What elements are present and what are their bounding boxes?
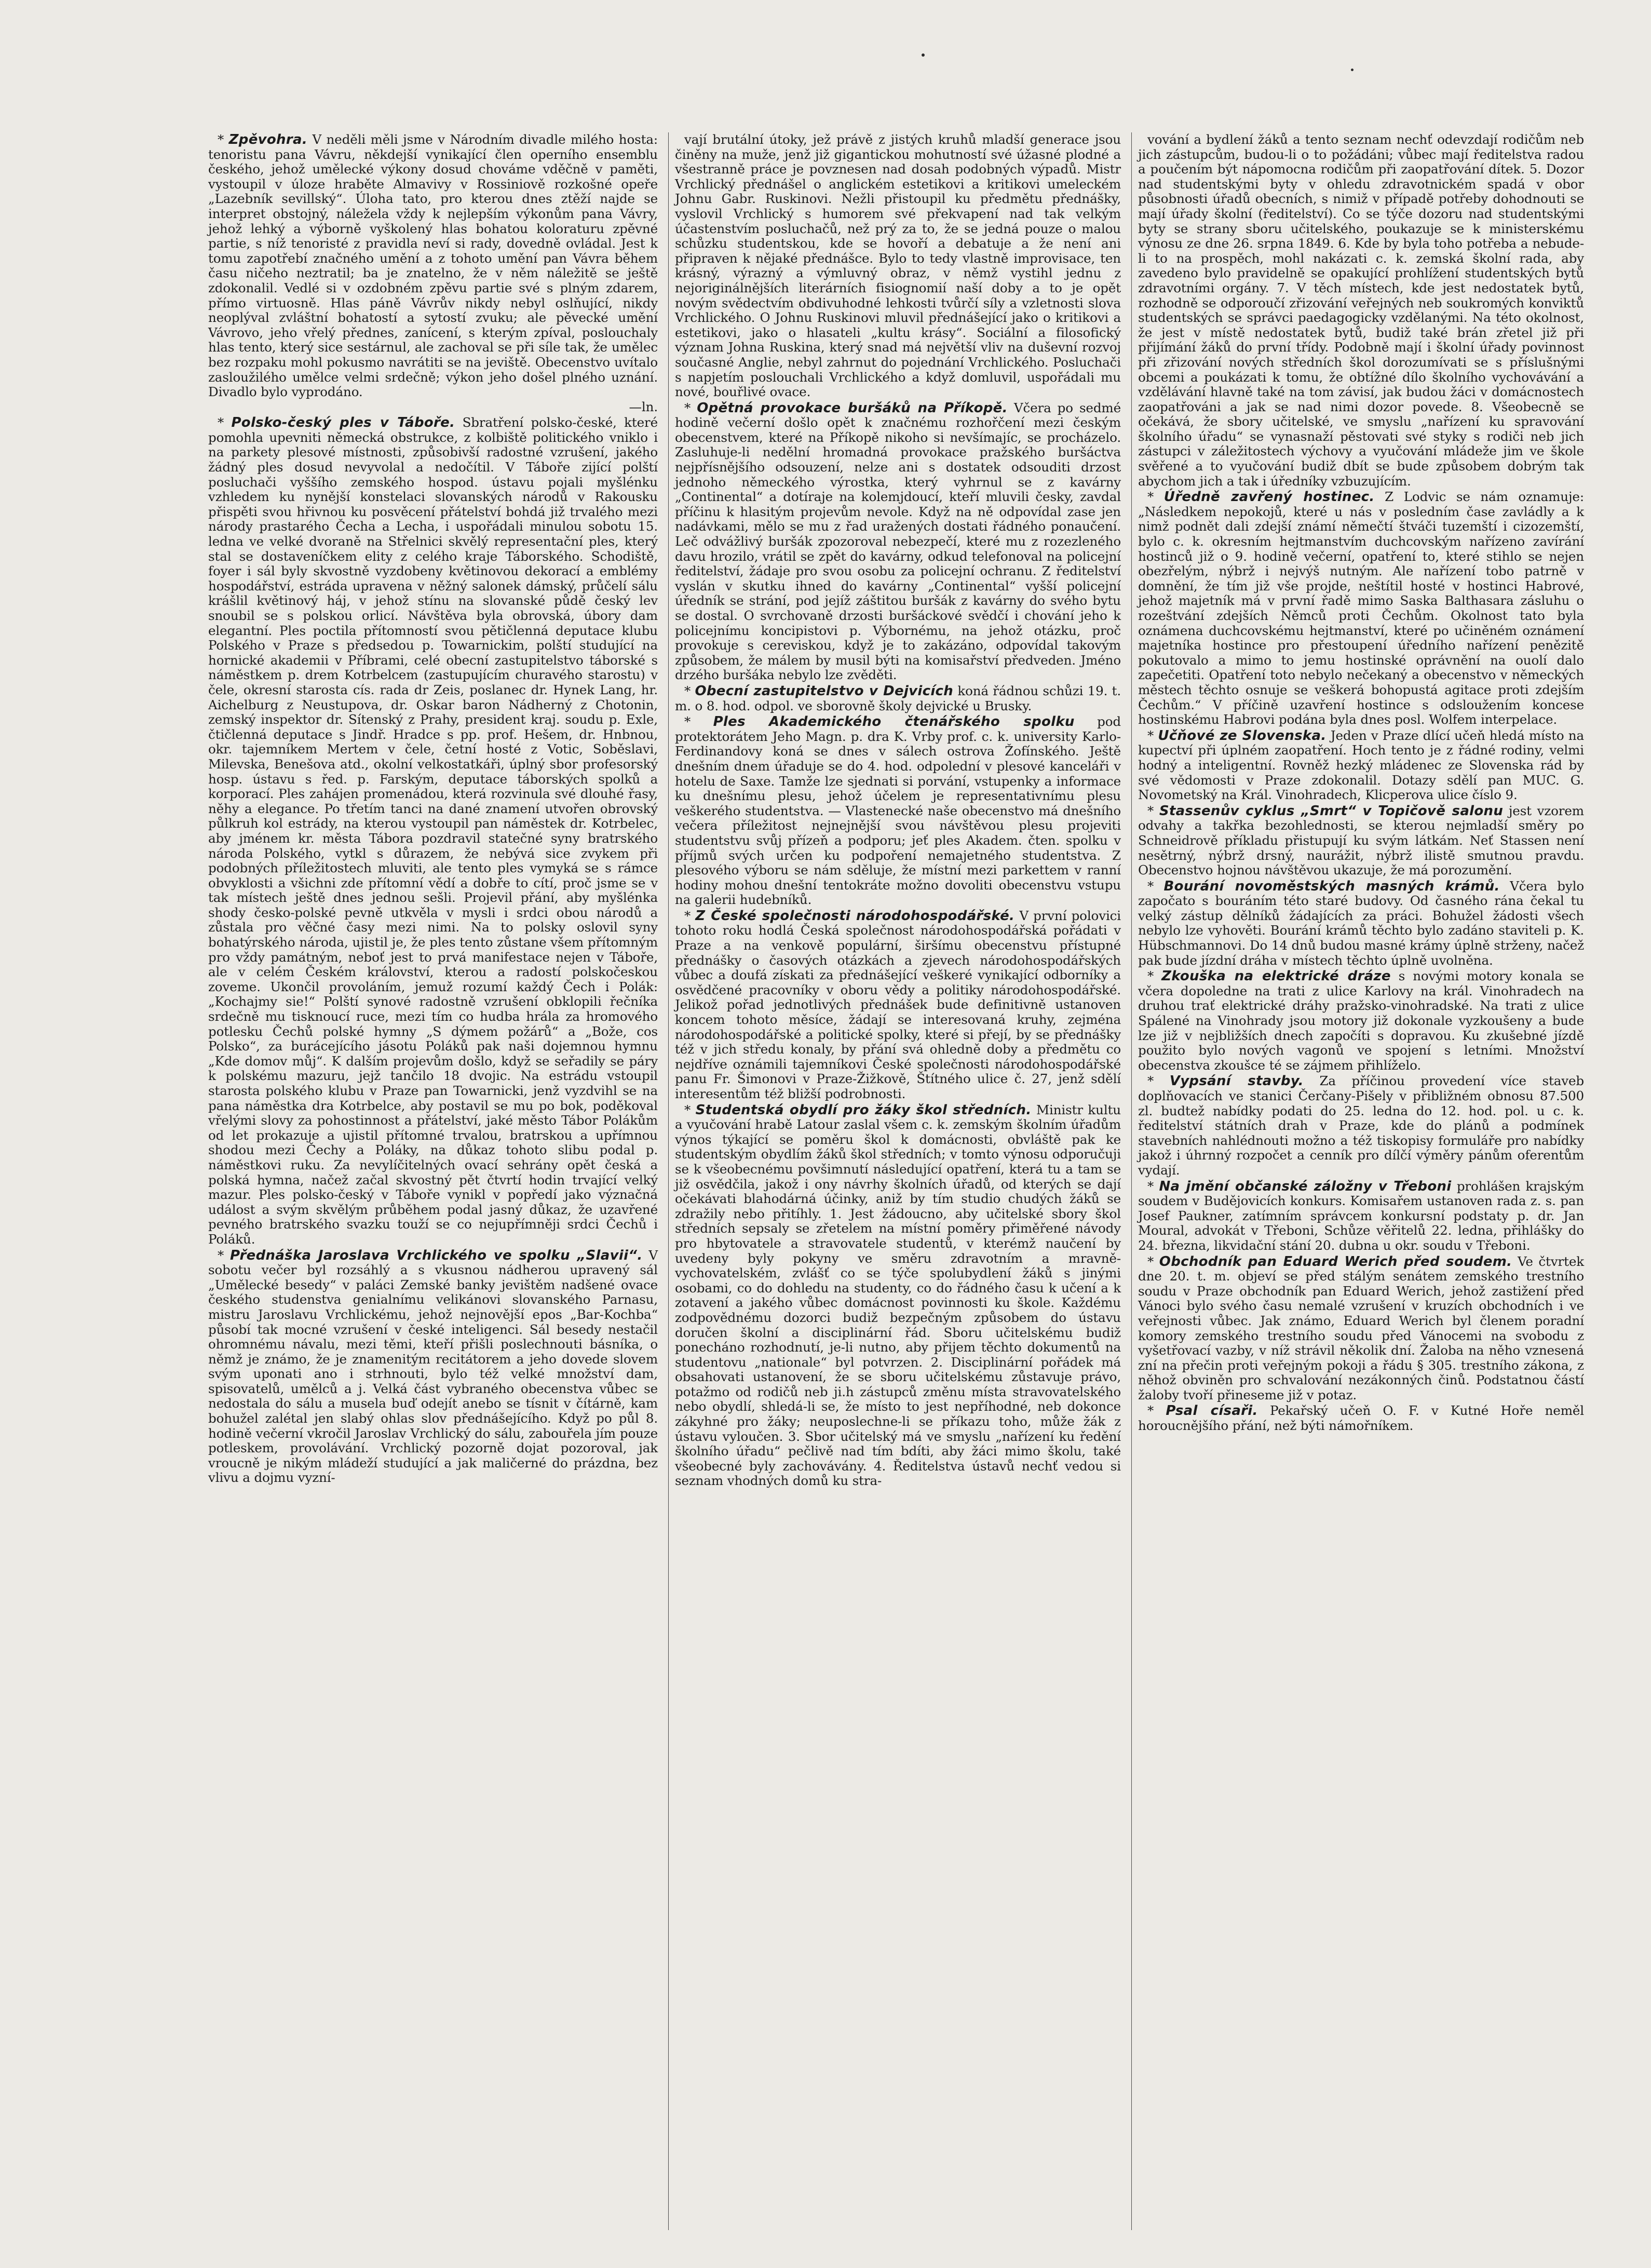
news-headline: Vypsání stavby. [1169,1073,1304,1089]
news-paragraph: * Úředně zavřený hostinec. Z Lodvic se nám oznamuje: „Následkem nepokojů, které u nás v posledním čase zavládly a k nimž podnět dali zdejší známí němečtí štváči tuzemští i cizozemští, bylo c. k. okresním hejtmanstvím duchcovským nařízeno zavírání hostinců již o 9. hodině večerní, opatření to, které stihlo se nejen obezřelým, nýbrž i nejvýš nutným. Ale nařízení tobo patrně v domnění, že tím již vše projde, neštítil hosté v hostinci Habrové, jehož majetník má v první řadě mimo Saska Balthasara zásluhu o rozeštvání zdejších Němců proti Čechům. Okolnost tato byla oznámena duchcovskému hejtmanství, které po učiněném oznámení majetníka hostince pro přestoupení úředního nařízení penězitě pokutovalo a mimo to jemu hostinské oprávnění na ouolí dalo zapečetiti. Opatření toto nebylo nečekaný a obecenstvo v německých městech těchto osnuje se veškerá bohopustá agitace proti zdejším Čechům.“ V příčině uzavření hostince s odsloužením koncese hostinskému Habrovi podána byla dnes posl. Wolfem interpelace. [1138,489,1584,727]
news-headline: Stassenův cyklus „Smrt“ v Topičově salonu [1159,803,1504,819]
news-headline: Zpěvohra. [228,132,308,147]
news-headline: Přednáška Jaroslava Vrchlického ve spolku „Slavii“. [230,1247,643,1263]
news-body-text: Včera bylo započato s bouráním této staré budovy. Od časného rána čekal tu velký zástup dělníků žádajících za práci. Bohužel žádosti všech nebylo lze vyhověti. Bourání krámů těchto bylo zadáno staviteli p. K. Hübschmannovi. Do 14 dnů budou masné krámy úplně strženy, načež pak bude jízdní dráha v místech těchto úplně uvolněna. [1138,878,1585,968]
news-paragraph: * Učňové ze Slovenska. Jeden v Praze dlící učeň hledá místo na kupectví při úplném zaopatření. Hoch tento je z řádné rodiny, velmi hodný a inteligentní. Rovněž hezký mládenec ze Slovenska rád by své vědomosti v Praze zdokonalil. Dotazy sdělí pan MUC. G. Novometský na Král. Vinohradech, Klicperova ulice číslo 9. [1138,727,1584,803]
news-paragraph: * Obecní zastupitelstvo v Dejvicích koná řádnou schůzi 19. t. m. o 8. hod. odpol. ve sborovně školy dejvické u Brusky. [675,683,1121,713]
news-body-text: V první polovici tohoto roku hodlá Česká společnost národohospodářská pořádati v Praze a na venkově populární, širšímu obecenstvu přístupné přednášky o časových otázkách a zjevech národohospodářských vůbec a doufá získati za přednášející veškeré vynikající odborníky a osvědčené pracovníky v oboru vědy a politiky národohospodářské. Jelikož pořad jednotlivých přednášek bude definitivně ustanoven koncem tohoto měsíce, žádají se interesovaná kruhy, zejména národohospodářské a politické spolky, které si přejí, by se přednášky též v jich středu konaly, by přání svá ohledně doby a předmětu co nejdříve oznámili tajemníkovi České společnosti národohospodářské panu Fr. Šimonovi v Praze-Žižkově, Štítného ulice č. 27, jenž sdělí interesentům též bližší podrobnosti. [675,908,1121,1101]
news-item [1138,1254,1584,1403]
news-headline: Na jmění občanské záložny v Třeboni [1159,1178,1452,1194]
news-paragraph: * Obchodník pan Eduard Werich před soudem. Ve čtvrtek dne 20. t. m. objeví se před stálým senátem zemského trestního soudu v Praze obchodník pan Eduard Werich, jehož zastižení před Vánoci bylo svého času nemalé vzrušení v kruzích obchodních i ve veřejnosti vůbec. Jak známo, Eduard Werich byl členem poradní komory zemského trestního soudu před Vánocemi na svobodu z vyšetřovací vazby, v níž strávil několik dní. Žaloba na něho vznesená zní na přečin proti veřejným pokoji a řádu § 305. trestního zákona, z něhož obviněn pro schvalování nezákonných činů. Podstatnou částí žaloby tvoří přineseme již v potaz. [1138,1253,1584,1402]
news-headline: Z České společnosti národohospodářské. [695,908,1015,924]
news-body-text: vají brutální útoky, jež právě z jistých kruhů mladší generace jsou činěny na muže, jenž již gigantickou mohutností své úžasné plodné a všestranně práce je povznesen nad dosah podobných výpadů. Mistr Vrchlický přednášel o anglickém estetikovi a kritikovi umeleckém Johnu Gabr. Ruskinovi. Nežli přistoupil ku předmětu přednášky, vyslovil Vrchlický s humorem své překvapení nad tak velkým účastenstvím posluchačů, než prý za to, že se jedná pouze o malou schůzku studentskou, kde se hovoří a debatuje a že není ani připraven k nějaké přednášce. Bylo to tedy vlastně improvisace, ten krásný, výrazný a výmluvný obraz, v němž vystihl jednu z nejoriginálnějších literárních fisiognomií naší doby a to je opět novým svědectvím obdivuhodné lehkosti tvůrčí síly a vzletnosti slova Vrchlického. O Johnu Ruskinovi mluvil přednášející jako o kritikovi a estetikovi, jako o hlasateli „kultu krásy“. Sociální a filosofický význam Johna Ruskina, který snad má největší vliv na duševní rozvoj současné Anglie, nebyl zahrnut do pojednání Vrchlického. Posluchači s napjetím poslouchali Vrchlického a když domluvil, uspořádali mu nové, bouřlivé ovace. [675,132,1121,400]
author-signature: —ln. [629,399,658,414]
news-item [675,714,1121,908]
news-body-text: Ve čtvrtek dne 20. t. m. objeví se před stálým senátem zemského trestního soudu v Praze obchodník pan Eduard Werich, jehož zastižení před Vánoci bylo svého času nemalé vzrušení v kruzích obchodních i ve veřejnosti vůbec. Jak známo, Eduard Werich byl členem poradní komory zemského trestního soudu před Vánocemi na svobodu z vyšetřovací vazby, v níž strávil několik dní. Žaloba na něho vznesená zní na přečin proti veřejným pokoji a řádu § 305. trestního zákona, z něhož obviněn pro schvalování nezákonných činů. Podstatnou částí žaloby tvoří přineseme již v potaz. [1138,1253,1584,1402]
news-body-text: prohlášen krajským soudem v Budějovicích konkurs. Komisařem ustanoven rada z. s. pan Josef Paukner, zatímním správcem konkursní podstaty p. dr. Jan Moural, advokát v Třeboni, Schůze věřitelů 22. ledna, přihlášky do 24. března, likvidační stání 20. dubna u okr. soudu v Třeboni. [1138,1178,1584,1253]
news-body-text: koná řádnou schůzi 19. t. m. o 8. hod. odpol. ve sborovně školy dejvické u Brusky. [675,683,1121,713]
print-speck [1351,69,1354,71]
news-item [675,1103,1121,1489]
news-item [1138,490,1584,727]
news-item [1138,1179,1584,1253]
news-item [1138,804,1584,878]
news-headline: Obecní zastupitelstvo v Dejvicích [695,683,954,699]
news-item [675,909,1121,1102]
text-columns [205,132,1589,2230]
news-paragraph: * Zpěvohra. V neděli měli jsme v Národním divadle milého hosta: tenoristu pana Vávru, někdejší vynikající člen operního ensemblu českého, jehož umělecké výkony dosud chováme vděčně v paměti, vystoupil v úloze hraběte Almavivy v Rossiniově rozkošné opeře „Lazebník sevillský“. Úloha tato, pro kterou dnes ztěží najde se interpret obstojný, náležela vždy k nejlepším výkonům pana Vávry, jehož lehký a výborně vyškolený hlas bohatou koloraturu zpěvné partie, s níž tenoristé z pravidla neví si rady, dovedně ovládal. Jest k tomu zapotřebí značného umění a z tohoto umění pan Vávra během času ničeho neztratil; ba je znatelno, že v něm náležitě se ještě zdokonalil. Vedlé si v ozdobném zpěvu partie své s plným zdarem, přímo virtuosně. Hlas páně Vávrův nikdy nebyl oslňující, nikdy neoplýval zvláštní bohatostí a sytostí zvuku; ale pěvecké umění Vávrovo, jeho vřelý přednes, zanícení, s kterým zpíval, poslouchaly hlas tento, který sice sestárnul, ale zachoval se při síle tak, že umělec bez rozpaku mohl pokusmo navrátiti se na jeviště. Obecenstvo uvítalo zasloužilého umělce velmi srdečně; výkon jeho došel plného uznání. Divadlo bylo vyprodáno. [208,132,658,400]
news-item [208,1248,658,1486]
news-headline: Zkouška na elektrické dráze [1161,968,1391,984]
news-body-text: Ministr kultu a vyučování hrabě Latour zaslal všem c. k. zemským školním úřadům výnos týkající se poměru škol k domácnosti, obvláště pak ke studentským obydlím žáků škol středních; v tomto výnosu odporučuji se k všeobecnému povšimnutí následující opatření, která tu a tam se již osvědčila, jakož i ony návrhy školních úřadů, od kterých se dají očekávati blahodárná účinky, aniž by tím studio chudých žáků se zdražily nebo přitíhly. 1. Jest žádoucno, aby učitelské sbory škol středních sepsaly se zřetelem na místní poměry přiměřené návody pro hbytovatele a stravovatele studentů, v kterémž naučení by uvedeny byly pokyny ve směru zdravotním a mravně-vychovatelském, zvlášť co se týče spolubydlení žáků s jinými osobami, co do dohledu na studenty, co do řádného času k učení a k zotavení a jakého vůbec domácnost povinnosti ku škole. Každému zodpovědnému dozorci budiž bezpečným způsobem do ústavu doručen školní a disciplinární řád. Sboru učitelskému budiž ponecháno rozhodnutí, je-li nutno, aby přijem těchto dokumentů na studentovu „nationale“ byl potvrzen. 2. Disciplinární pořádek má obsahovati ustanovení, že se sboru učitelskému zůstavuje právo, potažmo od rodičů neb ji.h zástupců změnu místa stravovatelského nebo obydlí, shledá-li se, že místo to jest nepříhodné, neb dokonce zákyhné pro žáky; neuposlechne-li se příkazu toho, může žák z ústavu vyloučen. 3. Sbor učitelský má ve smyslu „nařízení ku ředění školního úřadu“ pečlivě nad tím bdíti, aby žáci mimo školu, také všeobecné byly zachovávány. 4. Ředitelstva ústavů nechť vedou si seznam vhodných domů ku stra- [675,1102,1121,1489]
column-3 [1131,132,1587,2230]
news-body-text: Včera po sedmé hodině večerní došlo opět k značnému rozhořčení mezi českým obecenstvem, které na Příkopě nikoho si nevšímajíc, se procházelo. Zasluhuje-li nedělní hromadná provokace pražského buršáctva nejpřísnějšího odsouzení, nelze ani s dostatek odsouditi drzost jednoho německého výrostka, který vyhrnul se z kavárny „Continental“ a dotíraje na kolemjdoucí, kteří mluvili česky, zavdal příčinu k hlasitým projevům nevole. Když na ně odpovídal zase jen nadávkami, mělo se mu z řad uražených dostati řádného ponaučení. Leč odvážlivý buršák zpozoroval nebezpečí, které mu z rozezleného davu hrozilo, vrátil se zpět do kavárny, odkud telefonoval na policejní ředitelství, žádaje pro svou osobu za policejní ochranu. Z ředitelství vyslán v skutku ihned do kavárny „Continental“ vyšší policejní úředník se strání, pod jejíž záštitou buršák z kavárny do svého bytu se dostal. O svrchovaně drzosti buršáckové svědčí i chování jeho k policejnímu koncipistovi p. Výbornému, na jehož otázku, proč provokuje s cereviskou, když je to zakázáno, odpovídal takovým způsobem, že málem by musil býti na komisařství předveden. Jméno drzého buršáka nebylo lze zvěděti. [675,400,1121,683]
news-paragraph: * Opětná provokace buršáků na Příkopě. Včera po sedmé hodině večerní došlo opět k značnému rozhořčení mezi českým obecenstvem, které na Příkopě nikoho si nevšímajíc, se procházelo. Zasluhuje-li nedělní hromadná provokace pražského buršáctva nejpřísnějšího odsouzení, nelze ani s dostatek odsouditi drzost jednoho německého výrostka, který vyhrnul se z kavárny „Continental“ a dotíraje na kolemjdoucí, kteří mluvili česky, zavdal příčinu k hlasitým projevům nevole. Když na ně odpovídal zase jen nadávkami, mělo se mu z řad uražených dostati řádného ponaučení. Leč odvážlivý buršák zpozoroval nebezpečí, které mu z rozezleného davu hrozilo, vrátil se zpět do kavárny, odkud telefonoval na policejní ředitelství, žádaje pro svou osobu za policejní ochranu. Z ředitelství vyslán v skutku ihned do kavárny „Continental“ vyšší policejní úředník se strání, pod jejíž záštitou buršák z kavárny do svého bytu se dostal. O svrchovaně drzosti buršáckové svědčí i chování jeho k policejnímu koncipistovi p. Výbornému, na jehož otázku, proč provokuje s cereviskou, když je to zakázáno, odpovídal takovým způsobem, že málem by musil býti na komisařství předveden. Jméno drzého buršáka nebylo lze zvěděti. [675,400,1121,683]
news-item [675,401,1121,683]
news-item [1138,969,1584,1073]
news-item [675,684,1121,713]
news-headline: Studentská obydlí pro žáky škol středních. [695,1102,1032,1118]
news-body-text: Sbratření polsko-české, které pomohla upevniti německá obstrukce, z kolbiště politického vniklo i na parkety plesové místnosti, způsobivší radostné vzrušení, jakého žádný ples dosud nevyvolal a nedočítil. V Táboře zijící polští posluchači vyššího zemského hospod. ústavu pojali myšlénku vzhledem ku nynější konstelaci slovanských národů v Rakousku přispěti svou hřivnou ku posvěcení přátelství bohdá již trvalého mezi národy prastarého Čecha a Lecha, i uspořádali minulou sobotu 15. ledna ve velké dvoraně na Střelnici skvělý representační ples, který stal se dostaveníčkem elity z celého kraje Táborského. Schodiště, foyer i sál byly skvostně vyzdobeny květinovou dekorací a emblémy hospodářství, estráda upravena v něžný salonek dámský, průčelí sálu krášlil květinový háj, v jehož stínu na slovanské půdě český lev snoubil se s polskou orlicí. Návštěva byla obrovská, úbory dam elegantní. Ples poctila přítomností svou pětičlenná deputace klubu Polského v Praze s předsedou p. Towarnickim, polští studující na hornické akademii v Příbrami, celé obecní zastupitelstvo táborské s náměstkem p. drem Kotrbelcem (zastupujícím churavého starostu) v čele, okresní starosta cís. rada dr Zeis, poslanec dr. Hynek Lang, hr. Aichelburg z Neustupova, dr. Oskar baron Nádherný z Chotonin, zemský inspektor dr. Sítenský z Prahy, president kraj. soudu p. Exle, čtičlenná deputace s Jindř. Hradce s pp. prof. Hešem, dr. Hnbnou, okr. tajemníkem Mertem v čele, četní hosté z Votic, Soběslavi, Milevska, Benešova atd., okolní velkostatkáři, úplný sbor profesorský hosp. ústavu s řed. p. Farským, deputace táborských spolků a korporací. Ples zahájen promenádou, která rozvinula své dlouhé řasy, něhy a elegance. Po třetím tanci na dané znamení utvořen obrovský půlkruh kol estrády, na kterou vystoupil pan náměstek dr. Kotrbelec, aby jménem kr. města Tábora pozdravil statečné syny bratrského národa Polského, vytkl s důrazem, že nebývá sice zvykem při podobných příležitostech mluviti, ale tento ples vymyká se s rámce obvyklosti a všichni zde přítomní vědí a dobře to cítí, proč jsme se v tak místech ještě dnes jednou sešli. Projevil přání, aby myšlénka shody česko-polské pevně utkvěla v mysli i srdci obou národů a zůstala pro věčné časy mezi nimi. Na to polsky oslovil syny bohatýrského národa, ujistil je, že ples tento zůstane všem přítomným pro vždy památným, neboť jest to prvá manifestace nejen v Táboře, ale v celém Českém království, kterou a radostí polskočeskou zoveme. Ukončil provoláním, jemuž rozumí každý Čech i Polák: „Kochajmy sie!“ Polští synové radostně vzrušení obklopili řečníka srdečně mu tisknoucí ruce, mezi tím co hudba hrála za hromového potlesku Čechů polské hymny „S dýmem požárů“ a „Bože, cos Polsko“, za burácejícího jásotu Poláků pak naši dojemnou hymnu „Kde domov můj“. K dalším projevům došlo, když se seřadily se páry k polskému mazuru, jejž tančilo 18 dvojic. Na estrádu vstoupil starosta polského klubu v Praze pan Towarnicki, jenž vyzdvihl se na pana náměstka dra Kotrbelce, aby postavil se mu po bok, poděkoval vřelými slovy za pohostinnost a přátelství, jaké město Tábor Polákům od let prokazuje a ujistil přítomné trvalou, bratrskou a upřímnou shodou mezi Čechy a Poláky, na důkaz tohoto slibu podal p. náměstkovi ruku. Za nevylíčitelných ovací sehrány opět česká a polská hymna, načež začal skvostný pět čtvrtí hodin trvající velký mazur. Ples polsko-český v Táboře vynikl v popředí jako význačná událost a svým skvělým průběhem podal jasný důkaz, že uzavřené pevného bratrského svazku touží se co nejupřímněji srdci Čechů i Poláků. [208,415,658,1247]
news-paragraph [1138,132,1584,489]
news-body-text: V neděli měli jsme v Národním divadle milého hosta: tenoristu pana Vávru, někdejší vynikající člen operního ensemblu českého, jehož umělecké výkony dosud chováme vděčně v paměti, vystoupil v úloze hraběte Almavivy v Rossiniově rozkošné opeře „Lazebník sevillský“. Úloha tato, pro kterou dnes ztěží najde se interpret obstojný, náležela vždy k nejlepším výkonům pana Vávry, jehož lehký a výborně vyškolený hlas bohatou koloraturu zpěvné partie, s níž tenoristé z pravidla neví si rady, dovedně ovládal. Jest k tomu zapotřebí značného umění a z tohoto umění pan Vávra během času ničeho neztratil; ba je znatelno, že v něm náležitě se ještě zdokonalil. Vedlé si v ozdobném zpěvu partie své s plným zdarem, přímo virtuosně. Hlas páně Vávrův nikdy nebyl oslňující, nikdy neoplýval zvláštní bohatostí a sytostí zvuku; ale pěvecké umění Vávrovo, jeho vřelý přednes, zanícení, s kterým zpíval, poslouchaly hlas tento, který sice sestárnul, ale zachoval se při síle tak, že umělec bez rozpaku mohl pokusmo navrátiti se na jeviště. Obecenstvo uvítalo zasloužilého umělce velmi srdečně; výkon jeho došel plného uznání. Divadlo bylo vyprodáno. [208,132,658,400]
news-body-text: Pekařský učeň O. F. v Kutné Hoře neměl horoucnějšího přání, než býti námořníkem. [1138,1403,1584,1434]
news-paragraph: * Polsko-český ples v Táboře. Sbratření polsko-české, které pomohla upevniti německá obstrukce, z kolbiště politického vniklo i na parkety plesové místnosti, způsobivší radostné vzrušení, jakého žádný ples dosud nevyvolal a nedočítil. V Táboře zijící polští posluchači vyššího zemského hospod. ústavu pojali myšlénku vzhledem ku nynější konstelaci slovanských národů v Rakousku přispěti svou hřivnou ku posvěcení přátelství bohdá již trvalého mezi národy prastarého Čecha a Lecha, i uspořádali minulou sobotu 15. ledna ve velké dvoraně na Střelnici skvělý representační ples, který stal se dostaveníčkem elity z celého kraje Táborského. Schodiště, foyer i sál byly skvostně vyzdobeny květinovou dekorací a emblémy hospodářství, estráda upravena v něžný salonek dámský, průčelí sálu krášlil květinový háj, v jehož stínu na slovanské půdě český lev snoubil se s polskou orlicí. Návštěva byla obrovská, úbory dam elegantní. Ples poctila přítomností svou pětičlenná deputace klubu Polského v Praze s předsedou p. Towarnickim, polští studující na hornické akademii v Příbrami, celé obecní zastupitelstvo táborské s náměstkem p. drem Kotrbelcem (zastupujícím churavého starostu) v čele, okresní starosta cís. rada dr Zeis, poslanec dr. Hynek Lang, hr. Aichelburg z Neustupova, dr. Oskar baron Nádherný z Chotonin, zemský inspektor dr. Sítenský z Prahy, president kraj. soudu p. Exle, čtičlenná deputace s Jindř. Hradce s pp. prof. Hešem, dr. Hnbnou, okr. tajemníkem Mertem v čele, četní hosté z Votic, Soběslavi, Milevska, Benešova atd., okolní velkostatkáři, úplný sbor profesorský hosp. ústavu s řed. p. Farským, deputace táborských spolků a korporací. Ples zahájen promenádou, která rozvinula své dlouhé řasy, něhy a elegance. Po třetím tanci na dané znamení utvořen obrovský půlkruh kol estrády, na kterou vystoupil pan náměstek dr. Kotrbelec, aby jménem kr. města Tábora pozdravil statečné syny bratrského národa Polského, vytkl s důrazem, že nebývá sice zvykem při podobných příležitostech mluviti, ale tento ples vymyká se s rámce obvyklosti a všichni zde přítomní vědí a dobře to cítí, proč jsme se v tak místech ještě dnes jednou sešli. Projevil přání, aby myšlénka shody česko-polské pevně utkvěla v mysli i srdci obou národů a zůstala pro věčné časy mezi nimi. Na to polsky oslovil syny bohatýrského národa, ujistil je, že ples tento zůstane všem přítomným pro vždy památným, neboť jest to prvá manifestace nejen v Táboře, ale v celém Českém království, kterou a radostí polskočeskou zoveme. Ukončil provoláním, jemuž rozumí každý Čech i Polák: „Kochajmy sie!“ Polští synové radostně vzrušení obklopili řečníka srdečně mu tisknoucí ruce, mezi tím co hudba hrála za hromového potlesku Čechů polské hymny „S dýmem požárů“ a „Bože, cos Polsko“, za burácejícího jásotu Poláků pak naši dojemnou hymnu „Kde domov můj“. K dalším projevům došlo, když se seřadily se páry k polskému mazuru, jejž tančilo 18 dvojic. Na estrádu vstoupil starosta polského klubu v Praze pan Towarnicki, jenž vyzdvihl se na pana náměstka dra Kotrbelce, aby postavil se mu po bok, poděkoval vřelými slovy za pohostinnost a přátelství, jaké město Tábor Polákům od let prokazuje a ujistil přítomné trvalou, bratrskou a upřímnou shodou mezi Čechy a Poláky, na důkaz tohoto slibu podal p. náměstkovi ruku. Za nevylíčitelných ovací sehrány opět česká a polská hymna, načež začal skvostný pět čtvrtí hodin trvající velký mazur. Ples polsko-český v Táboře vynikl v popředí jako význačná událost a svým skvělým průběhem podal jasný důkaz, že uzavřené pevného bratrského svazku touží se co nejupřímněji srdci Čechů i Poláků. [208,415,658,1247]
news-body-text: Jeden v Praze dlící učeň hledá místo na kupectví při úplném zaopatření. Hoch tento je z řádné rodiny, velmi hodný a inteligentní. Rovněž hezký mládenec ze Slovenska rád by své vědomosti v Praze zdokonalil. Dotazy sdělí pan MUC. G. Novometský na Král. Vinohradech, Klicperova ulice číslo 9. [1138,727,1584,803]
news-paragraph: * Psal císaři. Pekařský učeň O. F. v Kutné Hoře neměl horoucnějšího přání, než býti námořníkem. [1138,1403,1584,1434]
news-paragraph: * Stassenův cyklus „Smrt“ v Topičově salonu jest vzorem odvahy a takřka bezohlednosti, se kterou nejmladší směry po Schneidrově příkladu přistupují ku svým látkám. Neť Stassen není nesětrný, nýbrž drsný, naurážit, nýbrž ilistě smutnou pravdu. Obecenstvo hojnou návštěvou ukazuje, že má porozumění. [1138,803,1584,878]
news-item [675,132,1121,400]
news-item [1138,1074,1584,1178]
column-1 [205,132,661,2230]
news-paragraph: * Bourání novoměstských masných krámů. Včera bylo započato s bouráním této staré budovy. Od časného rána čekal tu velký zástup dělníků žádajících za práci. Bohužel žádosti všech nebylo lze vyhověti. Bourání krámů těchto bylo zadáno staviteli p. K. Hübschmannovi. Do 14 dnů budou masné krámy úplně strženy, načež pak bude jízdní dráha v místech těchto úplně uvolněna. [1138,878,1585,968]
news-item [1138,879,1584,968]
news-headline: Opětná provokace buršáků na Příkopě. [697,400,1008,416]
news-headline: Úředně zavřený hostinec. [1163,489,1375,505]
news-headline: Psal císaři. [1166,1403,1258,1419]
news-paragraph: * Na jmění občanské záložny v Třeboni prohlášen krajským soudem v Budějovicích konkurs. Komisařem ustanoven rada z. s. pan Josef Paukner, zatímním správcem konkursní podstaty p. dr. Jan Moural, advokát v Třeboni, Schůze věřitelů 22. ledna, přihlášky do 24. března, likvidační stání 20. dubna u okr. soudu v Třeboni. [1138,1178,1584,1253]
news-body-text: Za příčinou provedení více staveb doplňovacích ve stanici Čerčany-Pišely v přibližném obnosu 87.500 zl. budtež nabídky podati do 25. ledna do 12. hod. pol. u c. k. ředitelství státních drah v Praze, kde do plánů a podmínek stavebních nahlédnouti možno a též tiskopisy formuláře pro nabídky jakož i úhrnný rozpočet a cenník pro dílčí výměry pánům oferentům vydají. [1138,1073,1585,1178]
news-paragraph: * Přednáška Jaroslava Vrchlického ve spolku „Slavii“. V sobotu večer byl rozsáhlý a s vkusnou nádherou upravený sál „Umělecké besedy“ v paláci Zemské banky jevištěm nadšené ovace českého studenstva genialnímu velikánovi slovanského Parnasu, mistru Jaroslavu Vrchlickému, jehož nejnovější epos „Bar-Kochba“ působí tak mocné vzrušení v české inteligenci. Sál besedy nestačil ohromnému návalu, mezi těmi, kteří přišli poslechnouti básníka, o němž je známo, že je znamenitým recitátorem a jeho dovede slovem svým uponati ano i strhnouti, bylo též velké množství dam, spisovatelů, umělců a j. Velká část vybraného obecenstva vůbec se nedostala do sálu a musela buď odejít anebo se tísnit v čítárně, kam bohužel zalétal jen slabý ohlas slov přednášejícího. Když po půl 8. hodině večerní vkročil Jaroslav Vrchlický do sálu, zabouřela jím pouze potleskem, provolávání. Vrchlický pozorně dojat pozoroval, jak vroucně je nikým mládeží studující a jak maličerné do prázdna, bez vlivu a dojmu vyzní- [208,1247,658,1486]
news-item [1138,728,1584,803]
news-headline: Obchodník pan Eduard Werich před soudem. [1159,1253,1512,1270]
news-headline: Polsko-český ples v Táboře. [231,415,455,431]
news-item [1138,1403,1584,1433]
news-body-text: jest vzorem odvahy a takřka bezohlednosti, se kterou nejmladší směry po Schneidrově příkladu přistupují ku svým látkám. Neť Stassen není nesětrný, nýbrž drsný, naurážit, nýbrž ilistě smutnou pravdu. Obecenstvo hojnou návštěvou ukazuje, že má porozumění. [1138,803,1584,878]
news-headline: Ples Akademického čtenářského spolku [713,714,1075,730]
news-item [1138,132,1584,489]
news-headline: Bourání novoměstských masných krámů. [1163,878,1500,894]
news-body-text: Z Lodvic se nám oznamuje: „Následkem nepokojů, které u nás v posledním čase zavládly a k nimž podnět dali zdejší známí němečtí štváči tuzemští i cizozemští, bylo c. k. okresním hejtmanstvím duchcovským nařízeno zavírání hostinců již o 9. hodině večerní, opatření to, které stihlo se nejen obezřelým, nýbrž i nejvýš nutným. Ale nařízení tobo patrně v domnění, že tím již vše projde, neštítil hosté v hostinci Habrové, jehož majetník má v první řadě mimo Saska Balthasara zásluhu o rozeštvání zdejších Němců proti Čechům. Okolnost tato byla oznámena duchcovskému hejtmanství, které po učiněném oznámení majetníka hostince pro přestoupení úředního nařízení penězitě pokutovalo a mimo to jemu hostinské oprávnění na ouolí dalo zapečetiti. Opatření toto nebylo nečekaný a obecenstvo v německých městech těchto osnuje se veškerá bohopustá agitace proti zdejším Čechům.“ V příčině uzavření hostince s odsloužením koncese hostinskému Habrovi podána byla dnes posl. Wolfem interpelace. [1138,489,1584,727]
news-item [208,132,658,414]
print-speck [922,53,925,57]
news-paragraph: * Z České společnosti národohospodářské. V první polovici tohoto roku hodlá Česká společnost národohospodářská pořádati v Praze a na venkově populární, širšímu obecenstvu přístupné přednášky o časových otázkách a zjevech národohospodářských vůbec a doufá získati za přednášející veškeré vynikající odborníky a osvědčené pracovníky v oboru vědy a politiky národohospodářské. Jelikož pořad jednotlivých přednášek bude definitivně ustanoven koncem tohoto měsíce, žádají se interesovaná kruhy, zejména národohospodářské a politické spolky, které si přejí, by se přednášky též v jich středu konaly, by přání svá ohledně doby a předmětu co nejdříve oznámili tajemníkovi České společnosti národohospodářské panu Fr. Šimonovi v Praze-Žižkově, Štítného ulice č. 27, jenž sdělí interesentům též bližší podrobnosti. [675,908,1121,1101]
news-paragraph: * Zkouška na elektrické dráze s novými motory konala se včera dopoledne na trati z ulice Karlovy na král. Vinohradech na druhou trať elektrické dráhy pražsko-vinohradské. Na trati z ulice Spálené na Vinohrady jsou motory již dokonale vyzkoušeny a bude lze již v nejbližších dnech započíti s dopravou. Ku zkušebné jízdě použito bylo nových vagonů ve spojení s letními. Množství obecenstva zkoušce té se zájmem přihlíželo. [1138,968,1584,1073]
news-body-text: pod protektorátem Jeho Magn. p. dra K. Vrby prof. c. k. university Karlo-Ferdinandovy koná se dnes v sálech ostrova Žofínského. Ještě dnešním dnem úřaduje se do 4. hod. odpolední v plesové kanceláři v hotelu de Saxe. Tamže lze sjednati si porvání, vstupenky a informace ku dnešnímu plesu, jehož účelem je representativnímu plesu veškerého studentstva. — Vlastenecké naše obecenstvo má dnešního večera příležitost nejnejnější svou návštěvou plesu projeviti studentstvu svůj přízeň a podporu; jeť ples Akadem. čten. spolku v příjmů svých určen ku podpoření nemajetného studentstva. Z plesového výboru se nám sděluje, že místní mezi parkettem v ranní hodiny mohou dnešní tentokráte možno dovoliti obecenstvu vstupu na galerii hudebníků. [675,714,1121,908]
news-paragraph [675,132,1121,400]
news-body-text: V sobotu večer byl rozsáhlý a s vkusnou nádherou upravený sál „Umělecké besedy“ v paláci Zemské banky jevištěm nadšené ovace českého studenstva genialnímu velikánovi slovanského Parnasu, mistru Jaroslavu Vrchlickému, jehož nejnovější epos „Bar-Kochba“ působí tak mocné vzrušení v české inteligenci. Sál besedy nestačil ohromnému návalu, mezi těmi, kteří přišli poslechnouti básníka, o němž je známo, že je znamenitým recitátorem a jeho dovede slovem svým uponati ano i strhnouti, bylo též velké množství dam, spisovatelů, umělců a j. Velká část vybraného obecenstva vůbec se nedostala do sálu a musela buď odejít anebo se tísnit v čítárně, kam bohužel zalétal jen slabý ohlas slov přednášejícího. Když po půl 8. hodině večerní vkročil Jaroslav Vrchlický do sálu, zabouřela jím pouze potleskem, provolávání. Vrchlický pozorně dojat pozoroval, jak vroucně je nikým mládeží studující a jak maličerné do prázdna, bez vlivu a dojmu vyzní- [208,1247,658,1486]
news-paragraph: * Studentská obydlí pro žáky škol středních. Ministr kultu a vyučování hrabě Latour zaslal všem c. k. zemským školním úřadům výnos týkající se poměru škol k domácnosti, obvláště pak ke studentským obydlím žáků škol středních; v tomto výnosu odporučuji se k všeobecnému povšimnutí následující opatření, která tu a tam se již osvědčila, jakož i ony návrhy školních úřadů, od kterých se dají očekávati blahodárná účinky, aniž by tím studio chudých žáků se zdražily nebo přitíhly. 1. Jest žádoucno, aby učitelské sbory škol středních sepsaly se zřetelem na místní poměry přiměřené návody pro hbytovatele a stravovatele studentů, v kterémž naučení by uvedeny byly pokyny ve směru zdravotním a mravně-vychovatelském, zvlášť co se týče spolubydlení žáků s jinými osobami, co do dohledu na studenty, co do řádného času k učení a k zotavení a jakého vůbec domácnost povinnosti ku škole. Každému zodpovědnému dozorci budiž bezpečným způsobem do ústavu doručen školní a disciplinární řád. Sboru učitelskému budiž ponecháno rozhodnutí, je-li nutno, aby přijem těchto dokumentů na studentovu „nationale“ byl potvrzen. 2. Disciplinární pořádek má obsahovati ustanovení, že se sboru učitelskému zůstavuje právo, potažmo od rodičů neb ji.h zástupců změnu místa stravovatelského nebo obydlí, shledá-li se, že místo to jest nepříhodné, neb dokonce zákyhné pro žáky; neuposlechne-li se příkazu toho, může žák z ústavu vyloučen. 3. Sbor učitelský má ve smyslu „nařízení ku ředění školního úřadu“ pečlivě nad tím bdíti, aby žáci mimo školu, také všeobecné byly zachovávány. 4. Ředitelstva ústavů nechť vedou si seznam vhodných domů ku stra- [675,1102,1121,1489]
news-headline: Učňové ze Slovenska. [1158,727,1327,744]
news-body-text: s novými motory konala se včera dopoledne na trati z ulice Karlovy na král. Vinohradech na druhou trať elektrické dráhy pražsko-vinohradské. Na trati z ulice Spálené na Vinohrady jsou motory již dokonale vyzkoušeny a bude lze již v nejbližších dnech započíti s dopravou. Ku zkušebné jízdě použito bylo nových vagonů ve spojení s letními. Množství obecenstva zkoušce té se zájmem přihlíželo. [1138,968,1584,1073]
column-2 [668,132,1124,2230]
news-body-text: vování a bydlení žáků a tento seznam nechť odevzdají rodičům neb jich zástupcům, budou-li o to požádáni; vůbec mají ředitelstva radou a poučením být nápomocna rodičům při zaopatřování dítek. 5. Dozor nad studentskými byty v ohledu zdravotnickém spadá v obor působnosti úřadů obecních, s nimiž v případě potřeby dohodnouti se mají úřady školní (ředitelství). Co se týče dozoru nad studentskými byty se strany sboru učitelského, poukazuje se k ministerskému výnosu ze dne 26. srpna 1849. 6. Kde by byla toho potřeba a nebude-li to na prospěch, mohl nakázati c. k. zemská školní rada, aby zavedeno bylo pravidelně se opakující prohlížení studentských bytů zdravotními orgány. 7. V těch místech, kde jest nedostatek bytů, rozhodně se odporoučí zřizování veřejných neb soukromých konviktů studentských se správci paedagogicky vzdělanými. Na této okolnost, že jest v místě nedostatek bytů, budiž také brán zřetel již při přijímání žáků do první třídy. Podobně mají i školní úřady povinnost při zřizování nových středních škol dorozumívati se s příslušnými obcemi a poukázati k tomu, že obtížné dílo školního vychovávání a vzdělávání hlavně také na tom závisí, jak budou žáci v domácnostech zaopatřováni a jak se nad nimi dozor povede. 8. Všeobecně se očekává, že sbory učitelské, ve smyslu „nařízení ku spravování školního úřadu“ se vynasnaží pěstovati své styky s rodiči neb jich zástupci v záležitostech výchovy a vyučování mládeže jim ve škole svěřené a to vyučování budiž dbít se bude způsobem dobrým tak abychom jich a tak i úředníky vzbuzujícím. [1138,132,1584,489]
news-item [208,415,658,1247]
news-paragraph: * Vypsání stavby. Za příčinou provedení více staveb doplňovacích ve stanici Čerčany-Pišely v přibližném obnosu 87.500 zl. budtež nabídky podati do 25. ledna do 12. hod. pol. u c. k. ředitelství státních drah v Praze, kde do plánů a podmínek stavebních nahlédnouti možno a též tiskopisy formuláře pro nabídky jakož i úhrnný rozpočet a cenník pro dílčí výměry pánům oferentům vydají. [1138,1073,1585,1178]
news-paragraph: * Ples Akademického čtenářského spolku pod protektorátem Jeho Magn. p. dra K. Vrby prof. c. k. university Karlo-Ferdinandovy koná se dnes v sálech ostrova Žofínského. Ještě dnešním dnem úřaduje se do 4. hod. odpolední v plesové kanceláři v hotelu de Saxe. Tamže lze sjednati si porvání, vstupenky a informace ku dnešnímu plesu, jehož účelem je representativnímu plesu veškerého studentstva. — Vlastenecké naše obecenstvo má dnešního večera příležitost nejnejnější svou návštěvou plesu projeviti studentstvu svůj přízeň a podporu; jeť ples Akadem. čten. spolku v příjmů svých určen ku podpoření nemajetného studentstva. Z plesového výboru se nám sděluje, že místní mezi parkettem v ranní hodiny mohou dnešní tentokráte možno dovoliti obecenstvu vstupu na galerii hudebníků. [675,714,1121,908]
